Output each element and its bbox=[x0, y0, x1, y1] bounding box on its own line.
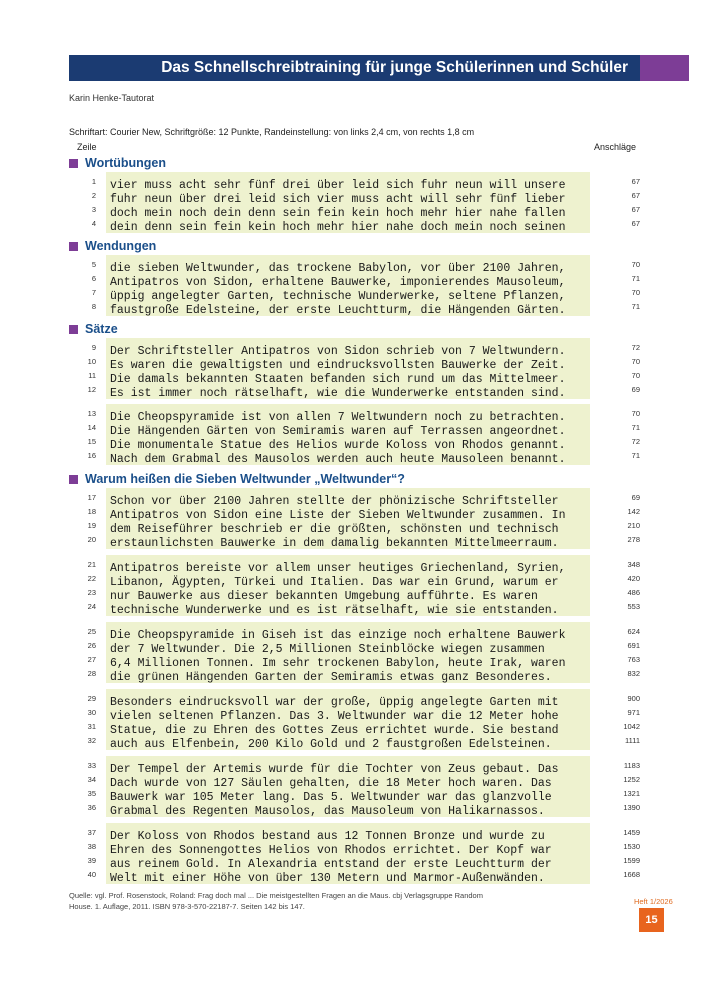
line-number: 12 bbox=[87, 385, 96, 394]
keystroke-count: 832 bbox=[627, 669, 640, 678]
line-text: 6,4 Millionen Tonnen. Im sehr trockenen Babylon, heute Irak, waren bbox=[110, 657, 566, 670]
font-settings-info: Schriftart: Courier New, Schriftgröße: 12 Punkte, Randeinstellung: von links 2,4 cm, von rechts 1,8 cm bbox=[69, 127, 475, 137]
line-number: 35 bbox=[87, 789, 96, 798]
section-title: Wortübungen bbox=[85, 156, 166, 170]
section-heading-wortuebungen bbox=[69, 155, 166, 171]
line-number: 13 bbox=[87, 409, 96, 418]
exercise-line bbox=[91, 175, 640, 192]
exercise-block bbox=[87, 404, 640, 466]
keystroke-count: 691 bbox=[627, 641, 640, 650]
line-number: 15 bbox=[87, 437, 96, 446]
exercise-line bbox=[87, 801, 640, 818]
line-number: 6 bbox=[91, 274, 96, 283]
line-text: Die damals bekannten Staaten befanden sich rund um das Mittelmeer. bbox=[110, 373, 566, 386]
line-text: vielen seltenen Pflanzen. Das 3. Weltwunder war die 12 Meter hohe bbox=[110, 710, 559, 723]
exercise-line bbox=[87, 407, 640, 424]
line-text: Es ist immer noch rätselhaft, wie die Wunderwerke entstanden sind. bbox=[110, 387, 566, 400]
line-text: nur Bauwerke aus dieser bekannten Umgebung aufführte. Es waren bbox=[110, 590, 538, 603]
exercise-line bbox=[87, 692, 640, 709]
keystroke-count: 1183 bbox=[623, 761, 640, 770]
exercise-line bbox=[87, 759, 640, 776]
exercise-line bbox=[87, 558, 640, 575]
line-number: 21 bbox=[87, 560, 96, 569]
line-text: dein denn sein fein kein hoch mehr hier nahe doch mein noch seinen bbox=[110, 221, 566, 234]
exercise-block bbox=[91, 172, 640, 234]
line-number: 3 bbox=[91, 205, 96, 214]
keystroke-count: 1530 bbox=[623, 842, 640, 851]
line-number: 30 bbox=[87, 708, 96, 717]
exercise-line bbox=[91, 300, 640, 317]
exercise-block bbox=[87, 488, 640, 550]
exercise-line bbox=[87, 519, 640, 536]
exercise-line bbox=[87, 706, 640, 723]
keystroke-count: 624 bbox=[627, 627, 640, 636]
keystroke-count: 72 bbox=[631, 437, 640, 446]
exercise-line bbox=[87, 639, 640, 656]
line-text: Libanon, Ägypten, Türkei und Italien. Das war ein Grund, warum er bbox=[110, 576, 559, 589]
keystroke-count: 67 bbox=[631, 191, 640, 200]
line-text: Der Tempel der Artemis wurde für die Tochter von Zeus gebaut. Das bbox=[110, 763, 559, 776]
line-number: 14 bbox=[87, 423, 96, 432]
line-number: 25 bbox=[87, 627, 96, 636]
exercise-line bbox=[91, 258, 640, 275]
line-text: doch mein noch dein denn sein fein kein hoch mehr hier nahe fallen bbox=[110, 207, 566, 220]
line-number: 1 bbox=[91, 177, 96, 186]
keystroke-count: 67 bbox=[631, 219, 640, 228]
keystroke-count: 71 bbox=[631, 274, 640, 283]
keystroke-count: 486 bbox=[627, 588, 640, 597]
line-text: Antipatros von Sidon, erhaltene Bauwerke, imponierendes Mausoleum, bbox=[110, 276, 566, 289]
line-text: Der Koloss von Rhodos bestand aus 12 Tonnen Bronze und wurde zu bbox=[110, 830, 545, 843]
exercise-line bbox=[87, 533, 640, 550]
exercise-line bbox=[91, 341, 640, 358]
exercise-block bbox=[91, 255, 640, 317]
column-header-keystrokes: Anschläge bbox=[594, 142, 637, 152]
keystroke-count: 71 bbox=[631, 302, 640, 311]
line-text: Die monumentale Statue des Helios wurde Koloss von Rhodos genannt. bbox=[110, 439, 566, 452]
line-number: 4 bbox=[91, 219, 96, 228]
keystroke-count: 1668 bbox=[623, 870, 640, 879]
keystroke-count: 420 bbox=[627, 574, 640, 583]
keystroke-count: 348 bbox=[627, 560, 640, 569]
square-bullet-icon bbox=[69, 475, 78, 484]
line-number: 10 bbox=[87, 357, 96, 366]
line-text: Statue, die zu Ehren des Gottes Zeus errichtet wurde. Sie bestand bbox=[110, 724, 559, 737]
exercise-line bbox=[87, 505, 640, 522]
page-title: Das Schnellschreibtraining für junge Schülerinnen und Schüler bbox=[69, 55, 640, 81]
line-text: Schon vor über 2100 Jahren stellte der phönizische Schriftsteller bbox=[110, 495, 559, 508]
line-number: 29 bbox=[87, 694, 96, 703]
exercise-line bbox=[87, 868, 640, 885]
exercise-block bbox=[87, 823, 640, 885]
exercise-block bbox=[87, 622, 640, 684]
line-number: 36 bbox=[87, 803, 96, 812]
line-text: erstaunlichsten Bauwerke in dem damalig bekannten Mittelmeerraum. bbox=[110, 537, 559, 550]
line-number: 31 bbox=[87, 722, 96, 731]
section-heading-saetze bbox=[69, 321, 118, 337]
exercise-line bbox=[87, 449, 640, 466]
exercise-line bbox=[91, 272, 640, 289]
section-title: Wendungen bbox=[85, 239, 157, 253]
line-text: Bauwerk war 105 Meter lang. Das 5. Weltwunder war das glanzvolle bbox=[110, 791, 552, 804]
keystroke-count: 1321 bbox=[623, 789, 640, 798]
exercise-line bbox=[91, 217, 640, 234]
square-bullet-icon bbox=[69, 159, 78, 168]
keystroke-count: 971 bbox=[627, 708, 640, 717]
exercise-line bbox=[87, 840, 640, 857]
line-number: 22 bbox=[87, 574, 96, 583]
line-number: 33 bbox=[87, 761, 96, 770]
line-text: Die Hängenden Gärten von Semiramis waren auf Terrassen angeordnet. bbox=[110, 425, 566, 438]
line-number: 7 bbox=[91, 288, 96, 297]
exercise-line bbox=[87, 625, 640, 642]
line-number: 39 bbox=[87, 856, 96, 865]
exercise-line bbox=[87, 355, 640, 372]
exercise-block bbox=[87, 756, 640, 818]
line-text: Nach dem Grabmal des Mausolos werden auch heute Mausoleen benannt. bbox=[110, 453, 566, 466]
line-number: 19 bbox=[87, 521, 96, 530]
line-number: 20 bbox=[87, 535, 96, 544]
line-text: der 7 Weltwunder. Die 2,5 Millionen Steinblöcke wiegen zusammen bbox=[110, 643, 545, 656]
line-number: 11 bbox=[88, 371, 96, 380]
keystroke-count: 71 bbox=[631, 423, 640, 432]
line-text: auch aus Elfenbein, 200 Kilo Gold und 2 faustgroßen Edelsteinen. bbox=[110, 738, 552, 751]
exercise-line bbox=[87, 826, 640, 843]
line-number: 28 bbox=[87, 669, 96, 678]
keystroke-count: 1390 bbox=[623, 803, 640, 812]
line-text: aus reinem Gold. In Alexandria entstand der erste Leuchtturm der bbox=[110, 858, 552, 871]
keystroke-count: 900 bbox=[627, 694, 640, 703]
exercise-line bbox=[87, 720, 640, 737]
keystroke-count: 67 bbox=[631, 205, 640, 214]
line-number: 38 bbox=[87, 842, 96, 851]
exercise-line bbox=[87, 421, 640, 438]
page-number: 15 bbox=[639, 908, 664, 932]
source-citation: Quelle: vgl. Prof. Rosenstock, Roland: Frag doch mal ... Die meistgestellten Fragen an die Maus. cbj Verlagsgruppe Random House. 1. Auflage, 2011. ISBN 978-3-570-22187-7. Seiten 142 bis 147. bbox=[69, 891, 483, 911]
exercise-line bbox=[87, 667, 640, 684]
line-text: Grabmal des Regenten Mausolos, das Mausoleum von Halikarnassos. bbox=[110, 805, 545, 818]
line-text: Die Cheopspyramide ist von allen 7 Weltwundern noch zu betrachten. bbox=[110, 411, 566, 424]
keystroke-count: 70 bbox=[631, 371, 640, 380]
section-heading-weltwunder bbox=[69, 471, 405, 487]
line-number: 2 bbox=[91, 191, 96, 200]
line-number: 9 bbox=[91, 343, 96, 352]
line-number: 8 bbox=[91, 302, 96, 311]
keystroke-count: 71 bbox=[631, 451, 640, 460]
keystroke-count: 142 bbox=[627, 507, 640, 516]
line-number: 26 bbox=[87, 641, 96, 650]
line-text: Welt mit einer Höhe von über 130 Metern und Marmor-Außenwänden. bbox=[110, 872, 545, 885]
line-text: die grünen Hängenden Garten der Semiramis etwas ganz Besonderes. bbox=[110, 671, 552, 684]
line-text: Besonders eindrucksvoll war der große, üppig angelegte Garten mit bbox=[110, 696, 559, 709]
exercise-line bbox=[87, 435, 640, 452]
keystroke-count: 69 bbox=[631, 385, 640, 394]
exercise-line bbox=[91, 203, 640, 220]
line-text: die sieben Weltwunder, das trockene Babylon, vor über 2100 Jahren, bbox=[110, 262, 566, 275]
line-text: Ehren des Sonnengottes Helios von Rhodos errichtet. Der Kopf war bbox=[110, 844, 552, 857]
keystroke-count: 763 bbox=[627, 655, 640, 664]
keystroke-count: 1111 bbox=[624, 736, 640, 745]
keystroke-count: 72 bbox=[631, 343, 640, 352]
line-text: Der Schriftsteller Antipatros von Sidon schrieb von 7 Weltwundern. bbox=[110, 345, 566, 358]
line-text: vier muss acht sehr fünf drei über leid sich fuhr neun will unsere bbox=[110, 179, 566, 192]
line-number: 18 bbox=[87, 507, 96, 516]
line-number: 17 bbox=[87, 493, 96, 502]
line-text: Antipatros von Sidon eine Liste der Sieben Weltwunder zusammen. In bbox=[110, 509, 566, 522]
exercise-line bbox=[91, 189, 640, 206]
exercise-line bbox=[87, 773, 640, 790]
issue-label: Heft 1/2026 bbox=[634, 897, 673, 906]
line-text: Dach wurde von 127 Säulen gehalten, die 18 Meter hoch waren. Das bbox=[110, 777, 552, 790]
keystroke-count: 278 bbox=[627, 535, 640, 544]
line-number: 34 bbox=[87, 775, 96, 784]
line-text: technische Wunderwerke und es ist rätselhaft, wie sie entstanden. bbox=[110, 604, 559, 617]
section-heading-wendungen bbox=[69, 238, 156, 254]
author-name: Karin Henke-Tautorat bbox=[69, 93, 155, 103]
line-number: 32 bbox=[87, 736, 96, 745]
line-text: fuhr neun über drei leid sich vier muss acht will sehr fünf lieber bbox=[110, 193, 566, 206]
line-number: 23 bbox=[87, 588, 96, 597]
keystroke-count: 1459 bbox=[623, 828, 640, 837]
square-bullet-icon bbox=[69, 242, 78, 251]
exercise-line bbox=[87, 600, 640, 617]
exercise-block bbox=[87, 338, 640, 400]
exercise-line bbox=[87, 787, 640, 804]
title-accent-bar bbox=[640, 55, 689, 81]
line-text: faustgroße Edelsteine, der erste Leuchtturm, die Hängenden Gärten. bbox=[110, 304, 566, 317]
keystroke-count: 67 bbox=[631, 177, 640, 186]
keystroke-count: 1042 bbox=[623, 722, 640, 731]
square-bullet-icon bbox=[69, 325, 78, 334]
keystroke-count: 70 bbox=[631, 409, 640, 418]
line-number: 16 bbox=[87, 451, 96, 460]
keystroke-count: 70 bbox=[631, 357, 640, 366]
exercise-line bbox=[87, 734, 640, 751]
section-title: Sätze bbox=[85, 322, 118, 336]
line-text: üppig angelegter Garten, technische Wunderwerke, seltene Pflanzen, bbox=[110, 290, 566, 303]
line-text: Antipatros bereiste vor allem unser heutiges Griechenland, Syrien, bbox=[110, 562, 566, 575]
line-number: 24 bbox=[87, 602, 96, 611]
line-number: 40 bbox=[87, 870, 96, 879]
line-number: 27 bbox=[87, 655, 96, 664]
exercise-line bbox=[87, 383, 640, 400]
keystroke-count: 1252 bbox=[623, 775, 640, 784]
column-header-line: Zeile bbox=[77, 142, 97, 152]
exercise-line bbox=[91, 286, 640, 303]
keystroke-count: 70 bbox=[631, 260, 640, 269]
line-text: Die Cheopspyramide in Giseh ist das einzige noch erhaltene Bauwerk bbox=[110, 629, 566, 642]
exercise-line bbox=[87, 653, 640, 670]
keystroke-count: 1599 bbox=[623, 856, 640, 865]
exercise-block bbox=[87, 555, 640, 617]
exercise-block bbox=[87, 689, 640, 751]
exercise-line bbox=[87, 586, 640, 603]
line-text: Es waren die gewaltigsten und eindrucksvollsten Bauwerke der Zeit. bbox=[110, 359, 566, 372]
line-text: dem Reiseführer beschrieb er die größten, schönsten und technisch bbox=[110, 523, 559, 536]
line-number: 5 bbox=[91, 260, 96, 269]
keystroke-count: 70 bbox=[631, 288, 640, 297]
exercise-line bbox=[87, 491, 640, 508]
line-number: 37 bbox=[87, 828, 96, 837]
keystroke-count: 210 bbox=[627, 521, 640, 530]
exercise-line bbox=[87, 854, 640, 871]
section-title: Warum heißen die Sieben Weltwunder „Weltwunder“? bbox=[85, 472, 405, 486]
exercise-line bbox=[88, 369, 640, 386]
keystroke-count: 69 bbox=[631, 493, 640, 502]
exercise-line bbox=[87, 572, 640, 589]
keystroke-count: 553 bbox=[627, 602, 640, 611]
